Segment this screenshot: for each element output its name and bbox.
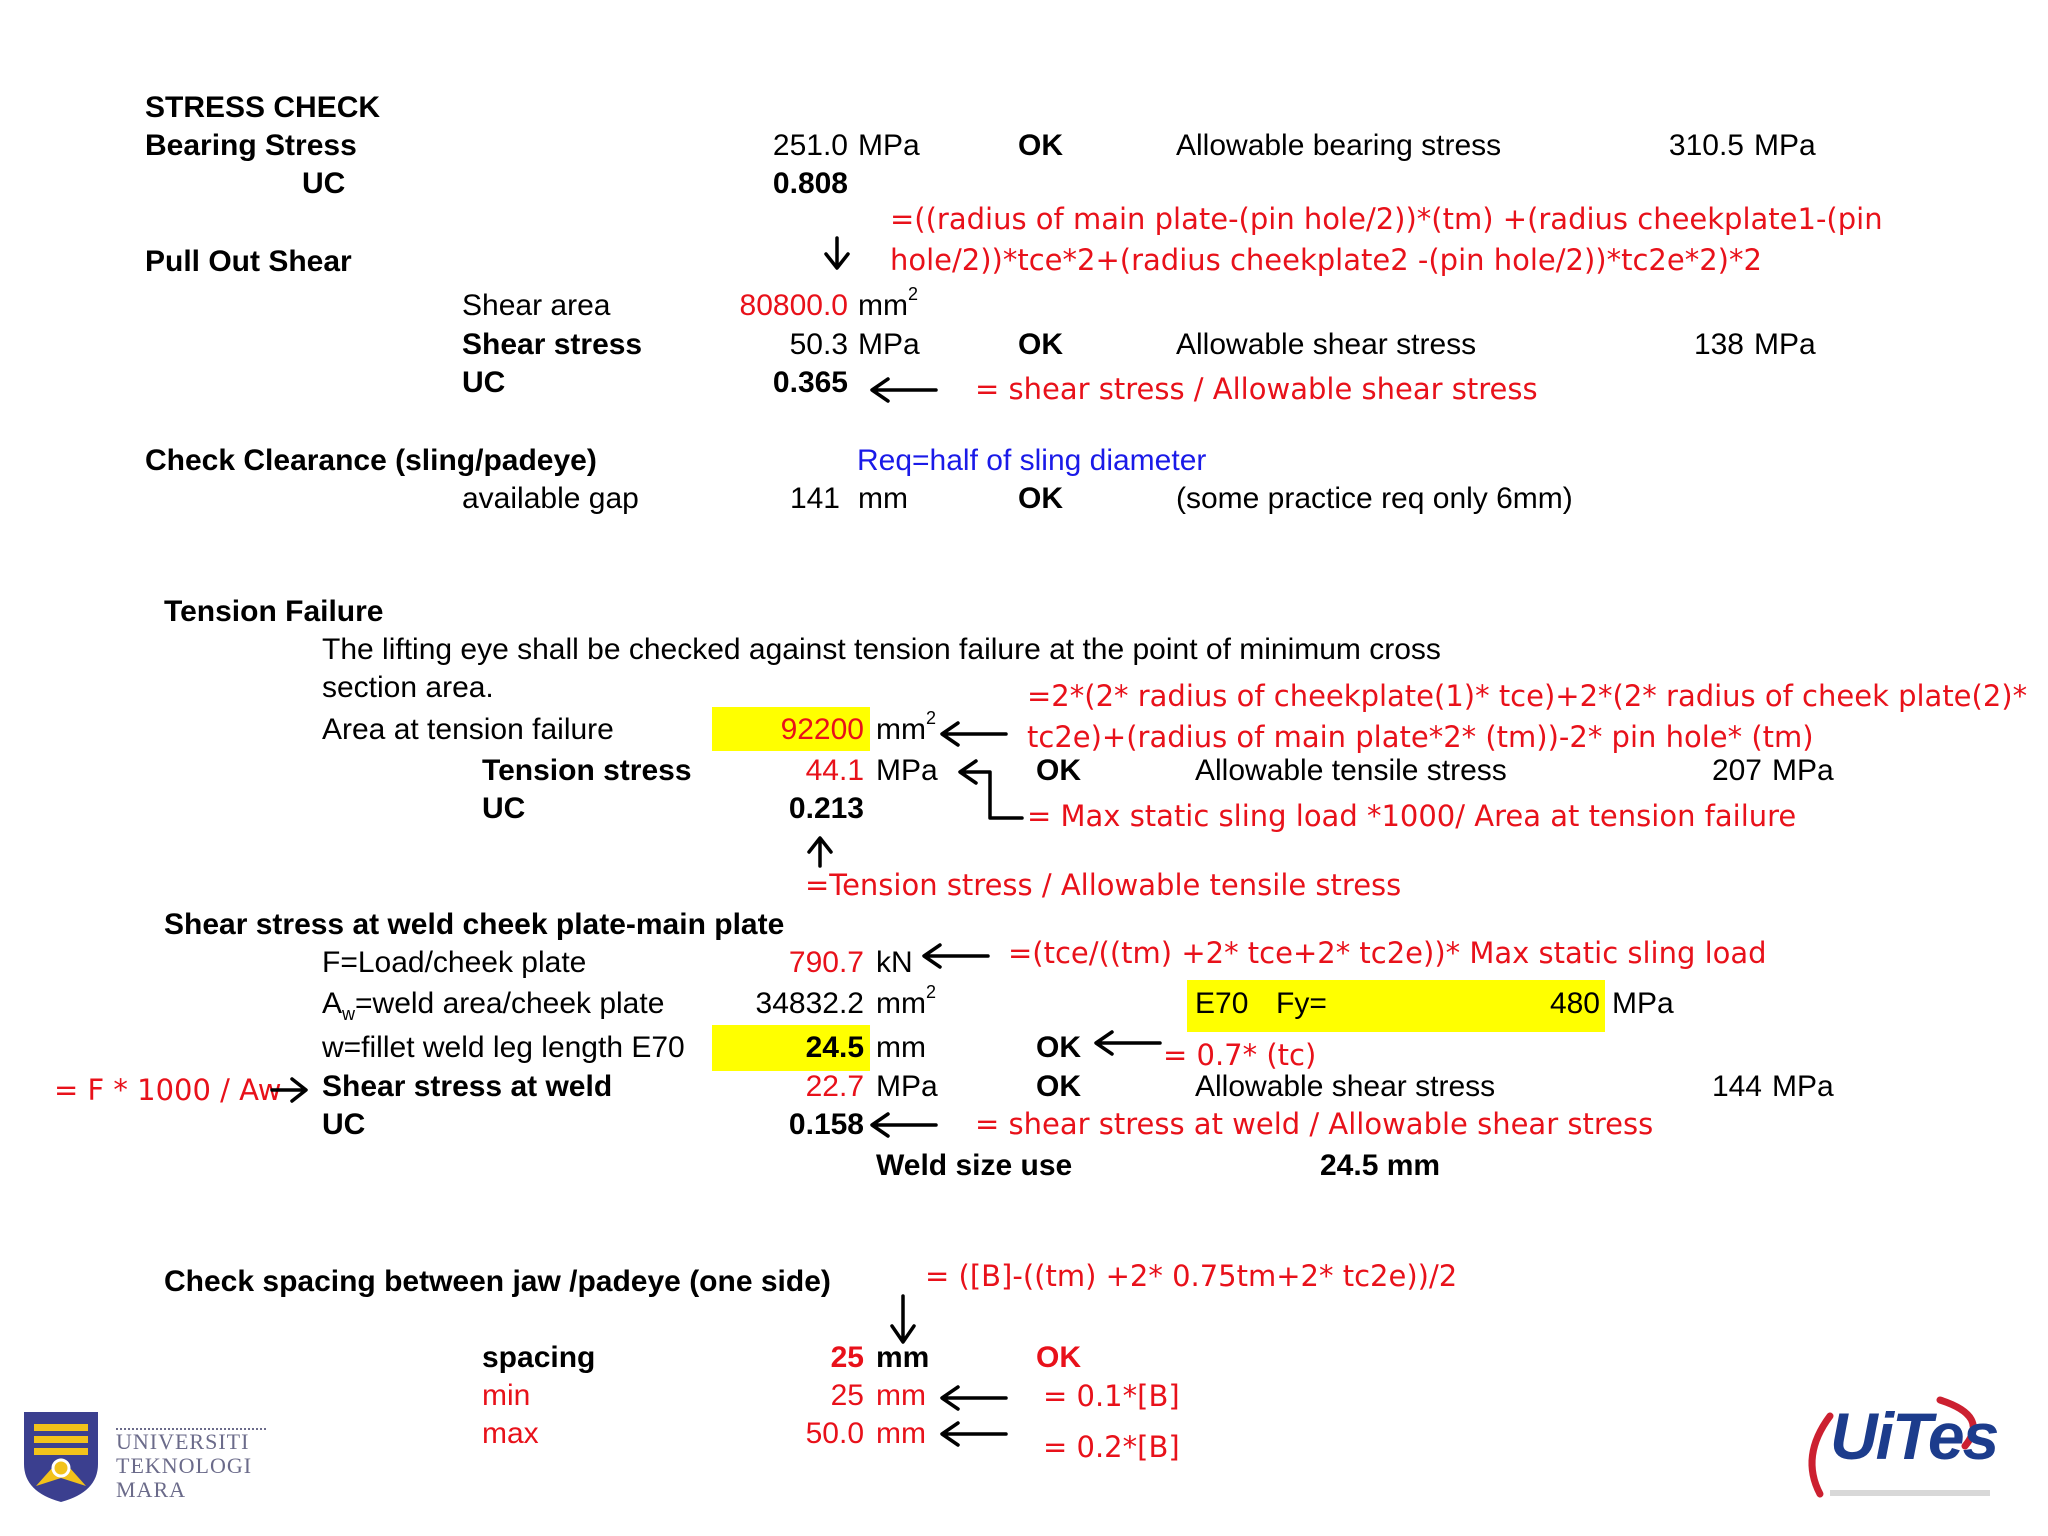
tension-uc-label: UC [482, 792, 526, 825]
allowable-shear-label: Allowable shear stress [1176, 328, 1477, 361]
spacing-max-formula: = 0.2*[B] [1043, 1430, 1180, 1464]
weld-load-formula: =(tce/((tm) +2* tce+2* tc2e))* Max static sling load [1008, 936, 1767, 970]
weld-leg-value: 24.5 [805, 1031, 864, 1064]
arrow-up-tension-uc [809, 838, 831, 866]
spacing-min-formula: = 0.1*[B] [1043, 1379, 1180, 1413]
arrow-left-weld-leg [1096, 1032, 1160, 1054]
weld-area-label: $A_w=weld$ area/cheek plate [322, 987, 665, 1024]
arrow-left-shear-uc [872, 379, 936, 401]
weld-shear-ok-status: OK [1036, 1070, 1081, 1103]
available-gap-unit: mm [858, 482, 908, 515]
weld-grade: E70 [1195, 987, 1249, 1020]
clearance-heading: Check Clearance (sling/padeye) [145, 444, 597, 477]
arrow-left-spacing-max [942, 1423, 1006, 1445]
weld-size-value: 24.5 mm [1320, 1149, 1441, 1182]
tension-stress-value: 44.1 [805, 754, 864, 787]
spacing-max-unit: mm [876, 1417, 926, 1450]
weld-shear-formula: = F * 1000 / Aw [54, 1073, 282, 1107]
weld-allowable-label: Allowable shear stress [1195, 1070, 1496, 1103]
weld-uc-formula: = shear stress at weld / Allowable shear stress [975, 1107, 1654, 1141]
arrow-down-spacing [892, 1296, 914, 1342]
fy-value: 480 [1549, 987, 1600, 1020]
allowable-shear-unit: MPa [1754, 328, 1816, 361]
spacing-max-value: 50.0 [805, 1417, 864, 1450]
weld-size-label: Weld size use [876, 1149, 1073, 1182]
weld-shear-unit: MPa [876, 1070, 938, 1103]
weld-uc-label: UC [322, 1108, 366, 1141]
shear-area-formula-line1: =((radius of main plate-(pin hole/2))*(tm) +(radius cheekplate1-(pin [890, 202, 1883, 236]
spacing-value: 25 [830, 1341, 864, 1374]
bearing-stress-value: 251.0 [772, 129, 848, 162]
arrow-left-weld-uc [872, 1114, 936, 1136]
spacing-formula: = ([B]-((tm) +2* 0.75tm+2* tc2e))/2 [925, 1259, 1458, 1293]
weld-uc-value: 0.158 [788, 1108, 864, 1141]
weld-shear-value: 22.7 [805, 1070, 864, 1103]
bearing-stress-label: Bearing Stress [145, 129, 357, 162]
tension-desc-line1: The lifting eye shall be checked against tension failure at the point of minimum cross [322, 633, 1441, 666]
shear-area-value: 80800.0 [739, 289, 848, 322]
shear-stress-value: 50.3 [789, 328, 848, 361]
spacing-unit: mm [876, 1341, 930, 1374]
shear-stress-label: Shear stress [462, 328, 643, 361]
logo-text-line2: TEKNOLOGI [116, 1453, 253, 1478]
arrow-left-weld-load [924, 945, 988, 967]
spacing-ok-status: OK [1036, 1341, 1081, 1374]
tension-stress-formula: = Max static sling load *1000/ Area at tension failure [1027, 799, 1797, 833]
weld-shear-label: Shear stress at weld [322, 1070, 613, 1103]
tension-area-formula-line2: tc2e)+(radius of main plate*2* (tm))-2* pin hole* (tm) [1027, 720, 1814, 754]
logo-text-line3: MARA [116, 1477, 187, 1502]
shear-uc-label: UC [462, 366, 506, 399]
arrow-left-spacing-min [942, 1387, 1006, 1409]
fy-unit: MPa [1612, 987, 1674, 1020]
weld-load-value: 790.7 [788, 946, 864, 979]
logo-text-line1: UNIVERSITI [116, 1429, 250, 1454]
tension-uc-value: 0.213 [788, 792, 864, 825]
arrow-left-tension-area [942, 723, 1006, 745]
bearing-stress-unit: MPa [858, 129, 920, 162]
shear-area-unit: $mm^2$ [858, 284, 918, 322]
shear-uc-value: 0.365 [772, 366, 848, 399]
bearing-ok-status: OK [1018, 129, 1063, 162]
spacing-min-value: 25 [830, 1379, 864, 1412]
weld-leg-formula: = 0.7* (tc) [1163, 1038, 1317, 1072]
arrow-bracket-tension-stress [960, 761, 1022, 818]
allowable-tensile-value: 207 [1711, 754, 1762, 787]
tension-area-unit: $mm^2$ [876, 708, 936, 746]
spacing-max-label: max [482, 1417, 539, 1450]
spacing-min-label: min [482, 1379, 531, 1412]
allowable-bearing-unit: MPa [1754, 129, 1816, 162]
tension-ok-status: OK [1036, 754, 1081, 787]
shear-area-label: Shear area [462, 289, 611, 322]
spacing-min-unit: mm [876, 1379, 926, 1412]
jawi-script [116, 1406, 266, 1430]
tension-area-value: 92200 [780, 713, 864, 746]
uites-logo [1790, 1386, 2010, 1506]
pull-out-shear-heading: Pull Out Shear [145, 245, 352, 278]
fy-label: Fy= [1276, 987, 1327, 1020]
allowable-bearing-value: 310.5 [1668, 129, 1744, 162]
tension-stress-unit: MPa [876, 754, 938, 787]
weld-leg-unit: mm [876, 1031, 926, 1064]
tension-stress-label: Tension stress [482, 754, 692, 787]
spacing-heading: Check spacing between jaw /padeye (one side) [164, 1265, 831, 1298]
allowable-tensile-unit: MPa [1772, 754, 1834, 787]
weld-heading: Shear stress at weld cheek plate-main plate [164, 908, 785, 941]
tension-uc-formula: =Tension stress / Allowable tensile stress [805, 868, 1402, 902]
arrow-right-weld-shear [272, 1079, 306, 1101]
practice-note: (some practice req only 6mm) [1176, 482, 1573, 515]
weld-load-unit: kN [876, 946, 913, 979]
spacing-label: spacing [482, 1341, 596, 1374]
arrow-down-shear-area [826, 238, 848, 268]
weld-leg-ok-status: OK [1036, 1031, 1081, 1064]
weld-load-label: F=Load/cheek plate [322, 946, 587, 979]
uitm-logo [16, 1406, 276, 1506]
weld-area-unit: $mm^2$ [876, 982, 936, 1020]
clearance-ok-status: OK [1018, 482, 1063, 515]
tension-desc-line2: section area. [322, 671, 494, 704]
uites-wordmark: UiTes [1830, 1399, 1998, 1473]
tension-area-formula-line1: =2*(2* radius of cheekplate(1)* tce)+2*(2* radius of cheek plate(2)* [1027, 679, 2028, 713]
weld-area-value: 34832.2 [755, 987, 864, 1020]
allowable-shear-value: 138 [1693, 328, 1744, 361]
bearing-uc-label: UC [302, 167, 346, 200]
available-gap-value: 141 [789, 482, 840, 515]
allowable-tensile-label: Allowable tensile stress [1195, 754, 1507, 787]
shear-stress-unit: MPa [858, 328, 920, 361]
shear-area-formula-line2: hole/2))*tce*2+(radius cheekplate2 -(pin hole/2))*tc2e*2)*2 [890, 243, 1762, 277]
tension-failure-heading: Tension Failure [164, 595, 384, 628]
tension-area-label: Area at tension failure [322, 713, 614, 746]
weld-allowable-value: 144 [1711, 1070, 1762, 1103]
weld-leg-label: w=fillet weld leg length E70 [322, 1031, 685, 1064]
available-gap-label: available gap [462, 482, 639, 515]
shear-uc-formula: = shear stress / Allowable shear stress [975, 372, 1538, 406]
weld-allowable-unit: MPa [1772, 1070, 1834, 1103]
stress-check-heading: STRESS CHECK [145, 91, 381, 124]
shear-ok-status: OK [1018, 328, 1063, 361]
allowable-bearing-label: Allowable bearing stress [1176, 129, 1502, 162]
bearing-uc-value: 0.808 [772, 167, 848, 200]
uitm-crest-icon [16, 1406, 106, 1506]
clearance-req-note: Req=half of sling diameter [857, 444, 1207, 477]
